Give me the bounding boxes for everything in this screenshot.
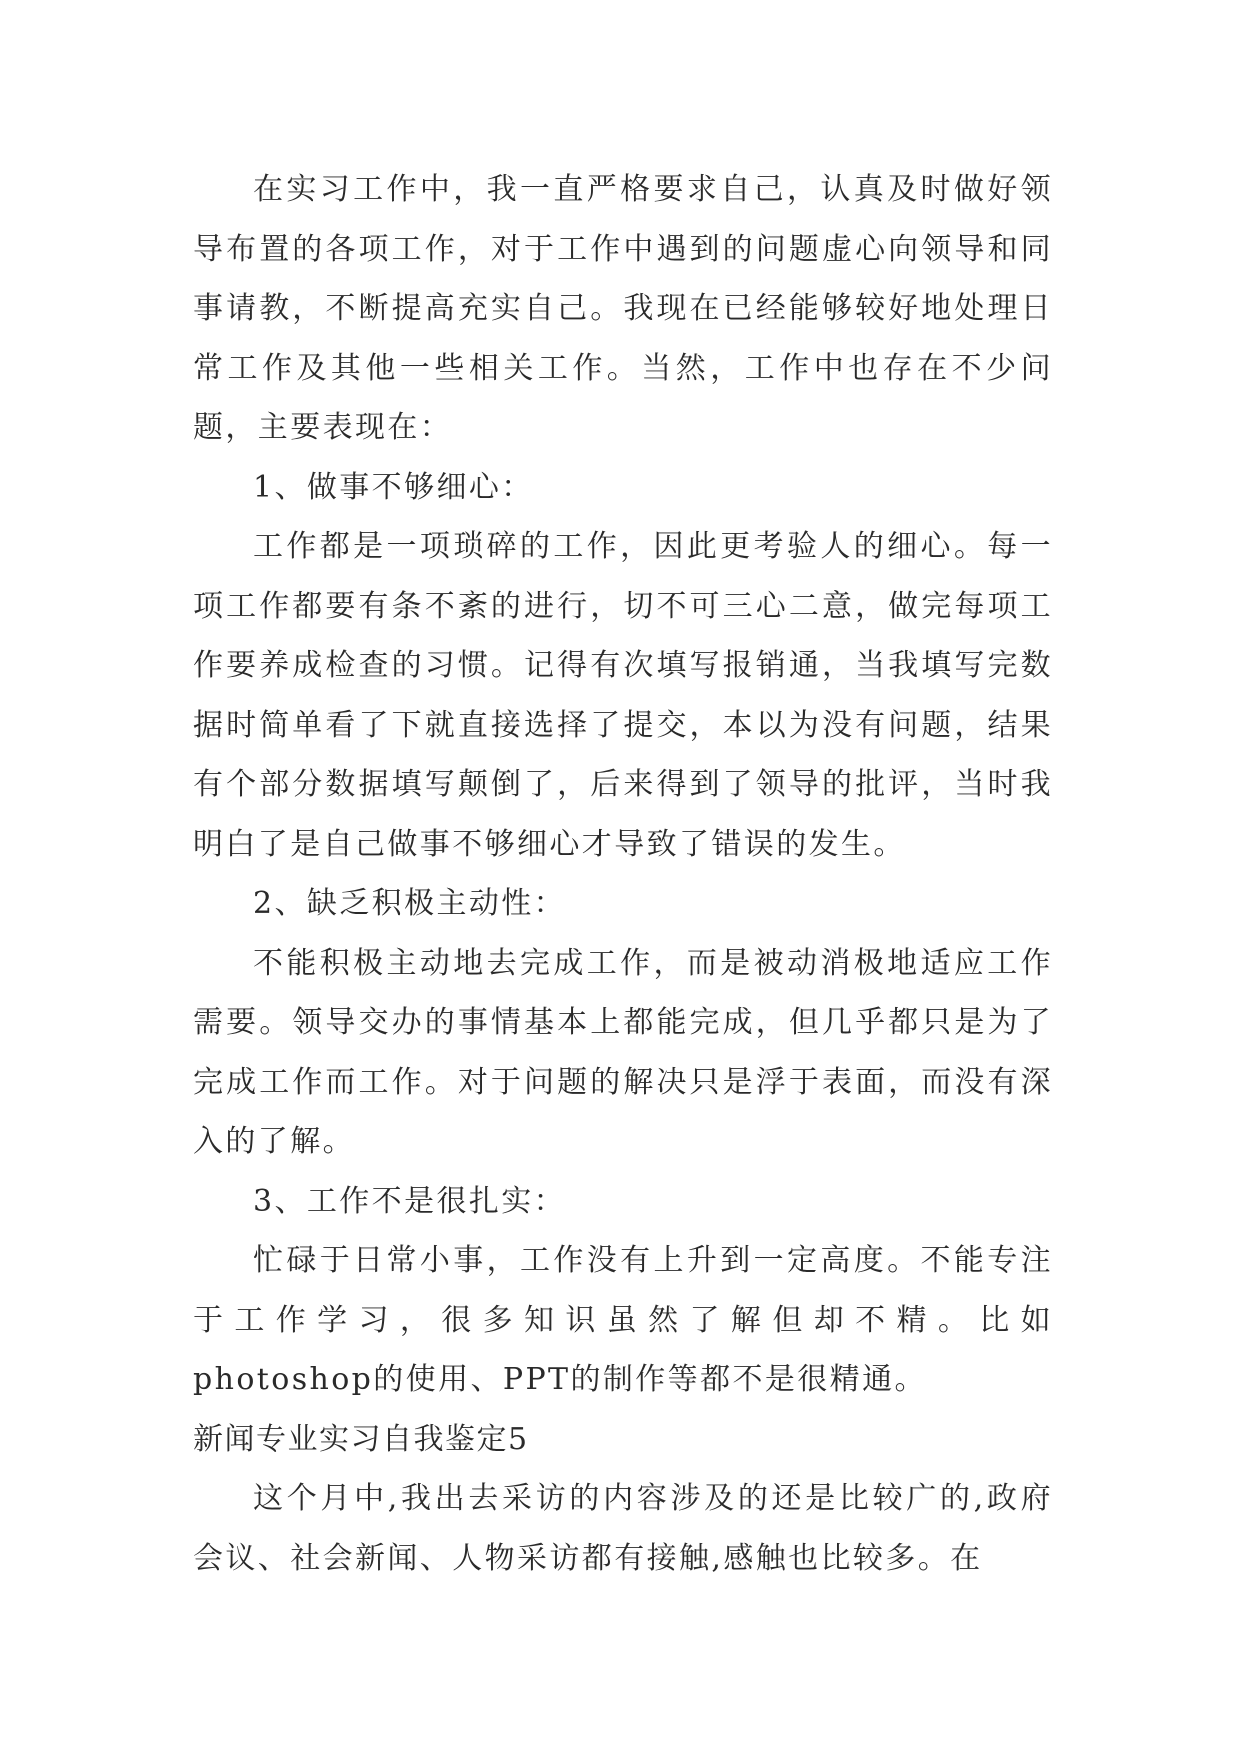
document-body: [193, 160, 1053, 1588]
paragraph-intro: 在实习工作中，我一直严格要求自己，认真及时做好领导布置的各项工作，对于工作中遇到的问题虚心向领导和同事请教，不断提高充实自己。我现在已经能够较好地处理日常工作及其他一些相关工作。当然，工作中也存在不少问题，主要表现在：: [193, 172, 1053, 445]
paragraph-item-3-title: 3、工作不是很扎实：: [253, 1183, 567, 1219]
paragraph-item-1-body: 工作都是一项琐碎的工作，因此更考验人的细心。每一项工作都要有条不紊的进行，切不可三心二意，做完每项工作要养成检查的习惯。记得有次填写报销通，当我填写完数据时简单看了下就直接选择了提交，本以为没有问题，结果有个部分数据填写颠倒了，后来得到了领导的批评，当时我明白了是自己做事不够细心才导致了错误的发生。: [193, 529, 1053, 862]
paragraph-item-1-title: 1、做事不够细心：: [253, 469, 534, 505]
section-paragraph: 这个月中,我出去采访的内容涉及的还是比较广的,政府会议、社会新闻、人物采访都有接触,感触也比较多。在: [193, 1481, 1053, 1576]
paragraph-item-2-body: 不能积极主动地去完成工作，而是被动消极地适应工作需要。领导交办的事情基本上都能完成，但几乎都只是为了完成工作而工作。对于问题的解决只是浮于表面，而没有深入的了解。: [193, 945, 1053, 1159]
section-heading: 新闻专业实习自我鉴定5: [193, 1421, 529, 1457]
paragraph-item-2-title: 2、缺乏积极主动性：: [253, 886, 567, 921]
paragraph-item-3-body: 忙碌于日常小事，工作没有上升到一定高度。不能专注于工作学习，很多知识虽然了解但却不精。比如photoshop的使用、PPT的制作等都不是很精通。: [193, 1243, 1053, 1397]
